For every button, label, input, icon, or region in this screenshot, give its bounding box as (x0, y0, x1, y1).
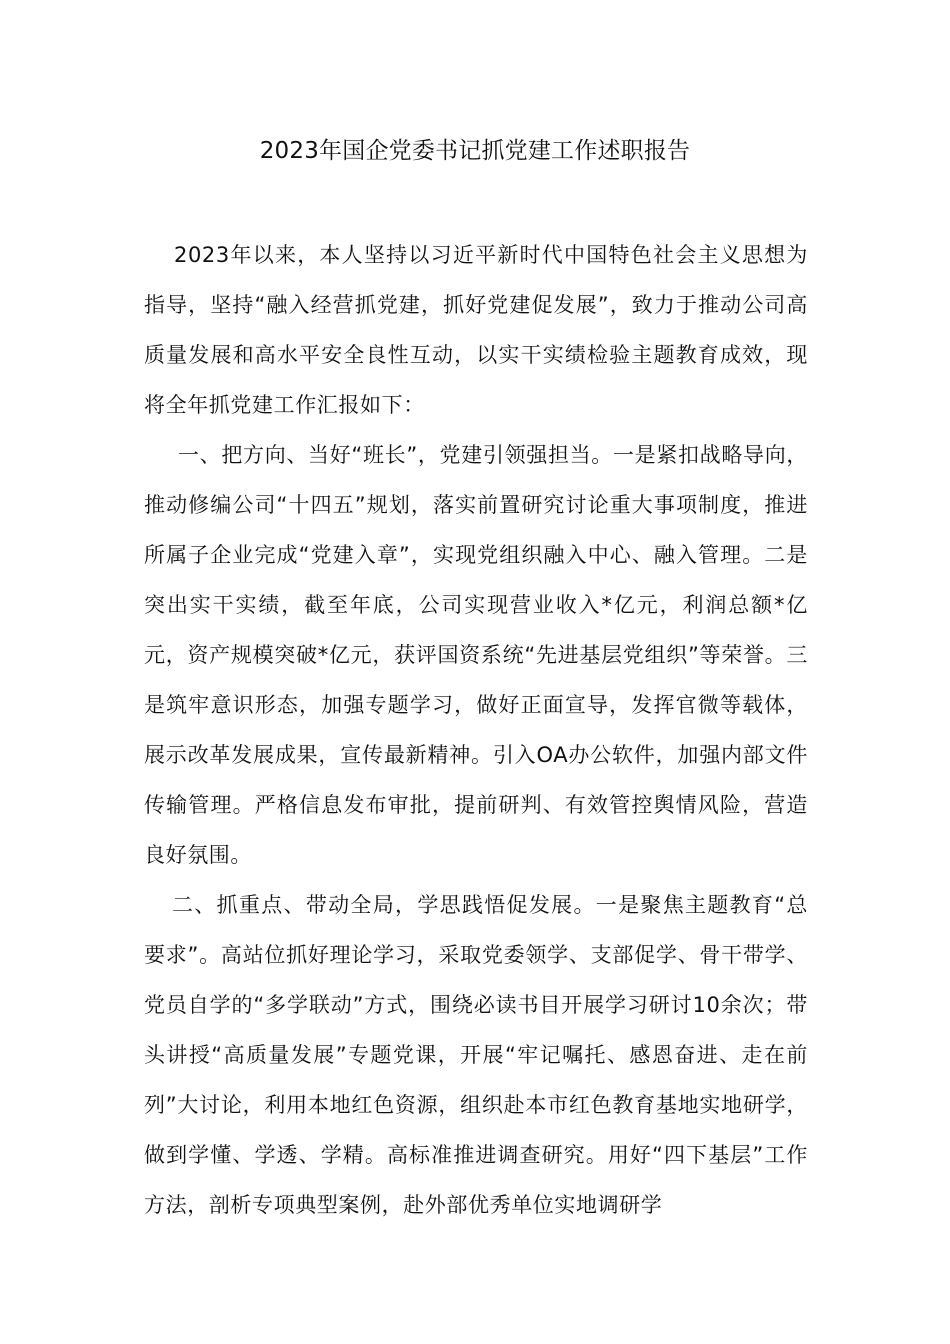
paragraph-section-one: 一、把方向、当好“班长”，党建引领强担当。一是紧扣战略导向，推动修编公司“十四五”规划，落实前置研究讨论重大事项制度，推进所属子企业完成“党建入章”，实现党组织融入中心、融入管理。二是突出实干实绩，截至年底，公司实现营业收入*亿元，利润总额*亿元，资产规模突破*亿元，获评国资系统“先进基层党组织”等荣誉。三是筑牢意识形态，加强专题学习，做好正面宣导，发挥官微等载体，展示改革发展成果，宣传最新精神。引入OA办公软件，加强内部文件传输管理。严格信息发布审批，提前研判、有效管控舆情风险，营造良好氛围。 (144, 443, 808, 867)
paragraph-section-two: 二、抓重点、带动全局，学思践悟促发展。一是聚焦主题教育“总要求”。高站位抓好理论学习，采取党委领学、支部促学、骨干带学、党员自学的“多学联动”方式，围绕必读书目开展学习研讨10余次；带头讲授“高质量发展”专题党课，开展“牢记嘱托、感恩奋进、走在前列”大讨论，利用本地红色资源，组织赴本市红色教育基地实地研学，做到学懂、学透、学精。高标准推进调查研究。用好“四下基层”工作方法，剖析专项典型案例，赴外部优秀单位实地调研学 (144, 893, 808, 1217)
document-title: 2023年国企党委书记抓党建工作述职报告 (259, 138, 691, 164)
document-body (144, 230, 808, 1230)
paragraph-intro: 2023年以来，本人坚持以习近平新时代中国特色社会主义思想为指导，坚持“融入经营抓党建，抓好党建促发展”，致力于推动公司高质量发展和高水平安全良性互动，以实干实绩检验主题教育成效，现将全年抓党建工作汇报如下： (144, 243, 808, 417)
